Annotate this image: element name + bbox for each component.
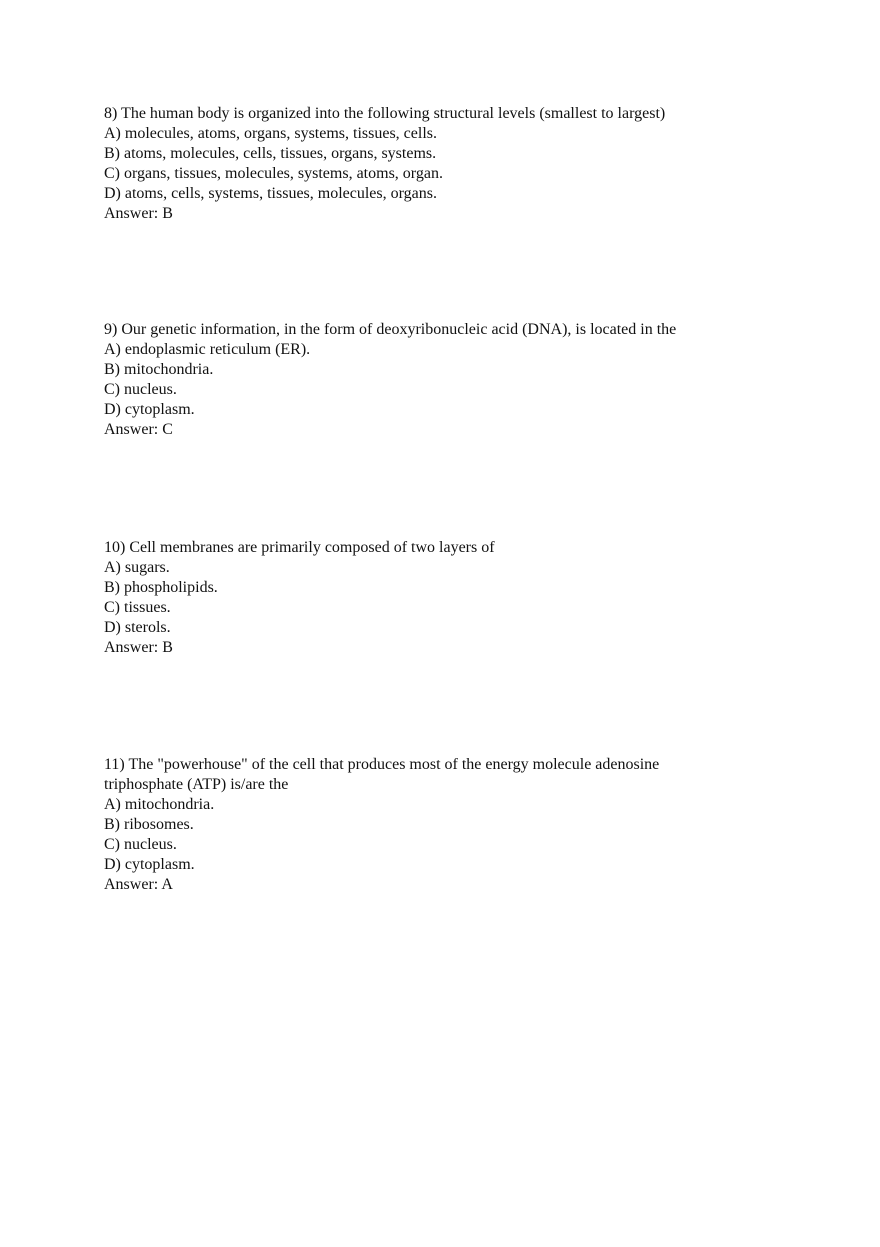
answer: Answer: B	[104, 205, 173, 222]
answer: Answer: A	[104, 876, 173, 893]
question-stem-line-1: 11) The "powerhouse" of the cell that produces most of the energy molecule adenosine	[104, 756, 660, 773]
question-9	[104, 320, 744, 440]
option-a: A) endoplasmic reticulum (ER).	[104, 341, 311, 358]
option-a: A) molecules, atoms, organs, systems, tissues, cells.	[104, 125, 437, 142]
answer: Answer: B	[104, 639, 173, 656]
option-b: B) atoms, molecules, cells, tissues, organs, systems.	[104, 145, 437, 162]
option-d: D) cytoplasm.	[104, 401, 195, 418]
option-d: D) atoms, cells, systems, tissues, molecules, organs.	[104, 185, 437, 202]
option-a: A) mitochondria.	[104, 796, 215, 813]
option-c: C) nucleus.	[104, 381, 177, 398]
question-10	[104, 538, 744, 658]
option-d: D) cytoplasm.	[104, 856, 195, 873]
answer: Answer: C	[104, 421, 173, 438]
question-11	[104, 755, 744, 895]
question-8	[104, 104, 744, 224]
option-b: B) mitochondria.	[104, 361, 214, 378]
question-stem-line-2: triphosphate (ATP) is/are the	[104, 776, 289, 793]
option-d: D) sterols.	[104, 619, 171, 636]
option-b: B) phospholipids.	[104, 579, 218, 596]
question-stem: 8) The human body is organized into the following structural levels (smallest to largest)	[104, 105, 666, 122]
option-b: B) ribosomes.	[104, 816, 194, 833]
option-c: C) nucleus.	[104, 836, 177, 853]
question-stem: 10) Cell membranes are primarily composed of two layers of	[104, 539, 495, 556]
question-stem: 9) Our genetic information, in the form of deoxyribonucleic acid (DNA), is located in the	[104, 321, 677, 338]
option-a: A) sugars.	[104, 559, 170, 576]
option-c: C) organs, tissues, molecules, systems, atoms, organ.	[104, 165, 443, 182]
option-c: C) tissues.	[104, 599, 171, 616]
